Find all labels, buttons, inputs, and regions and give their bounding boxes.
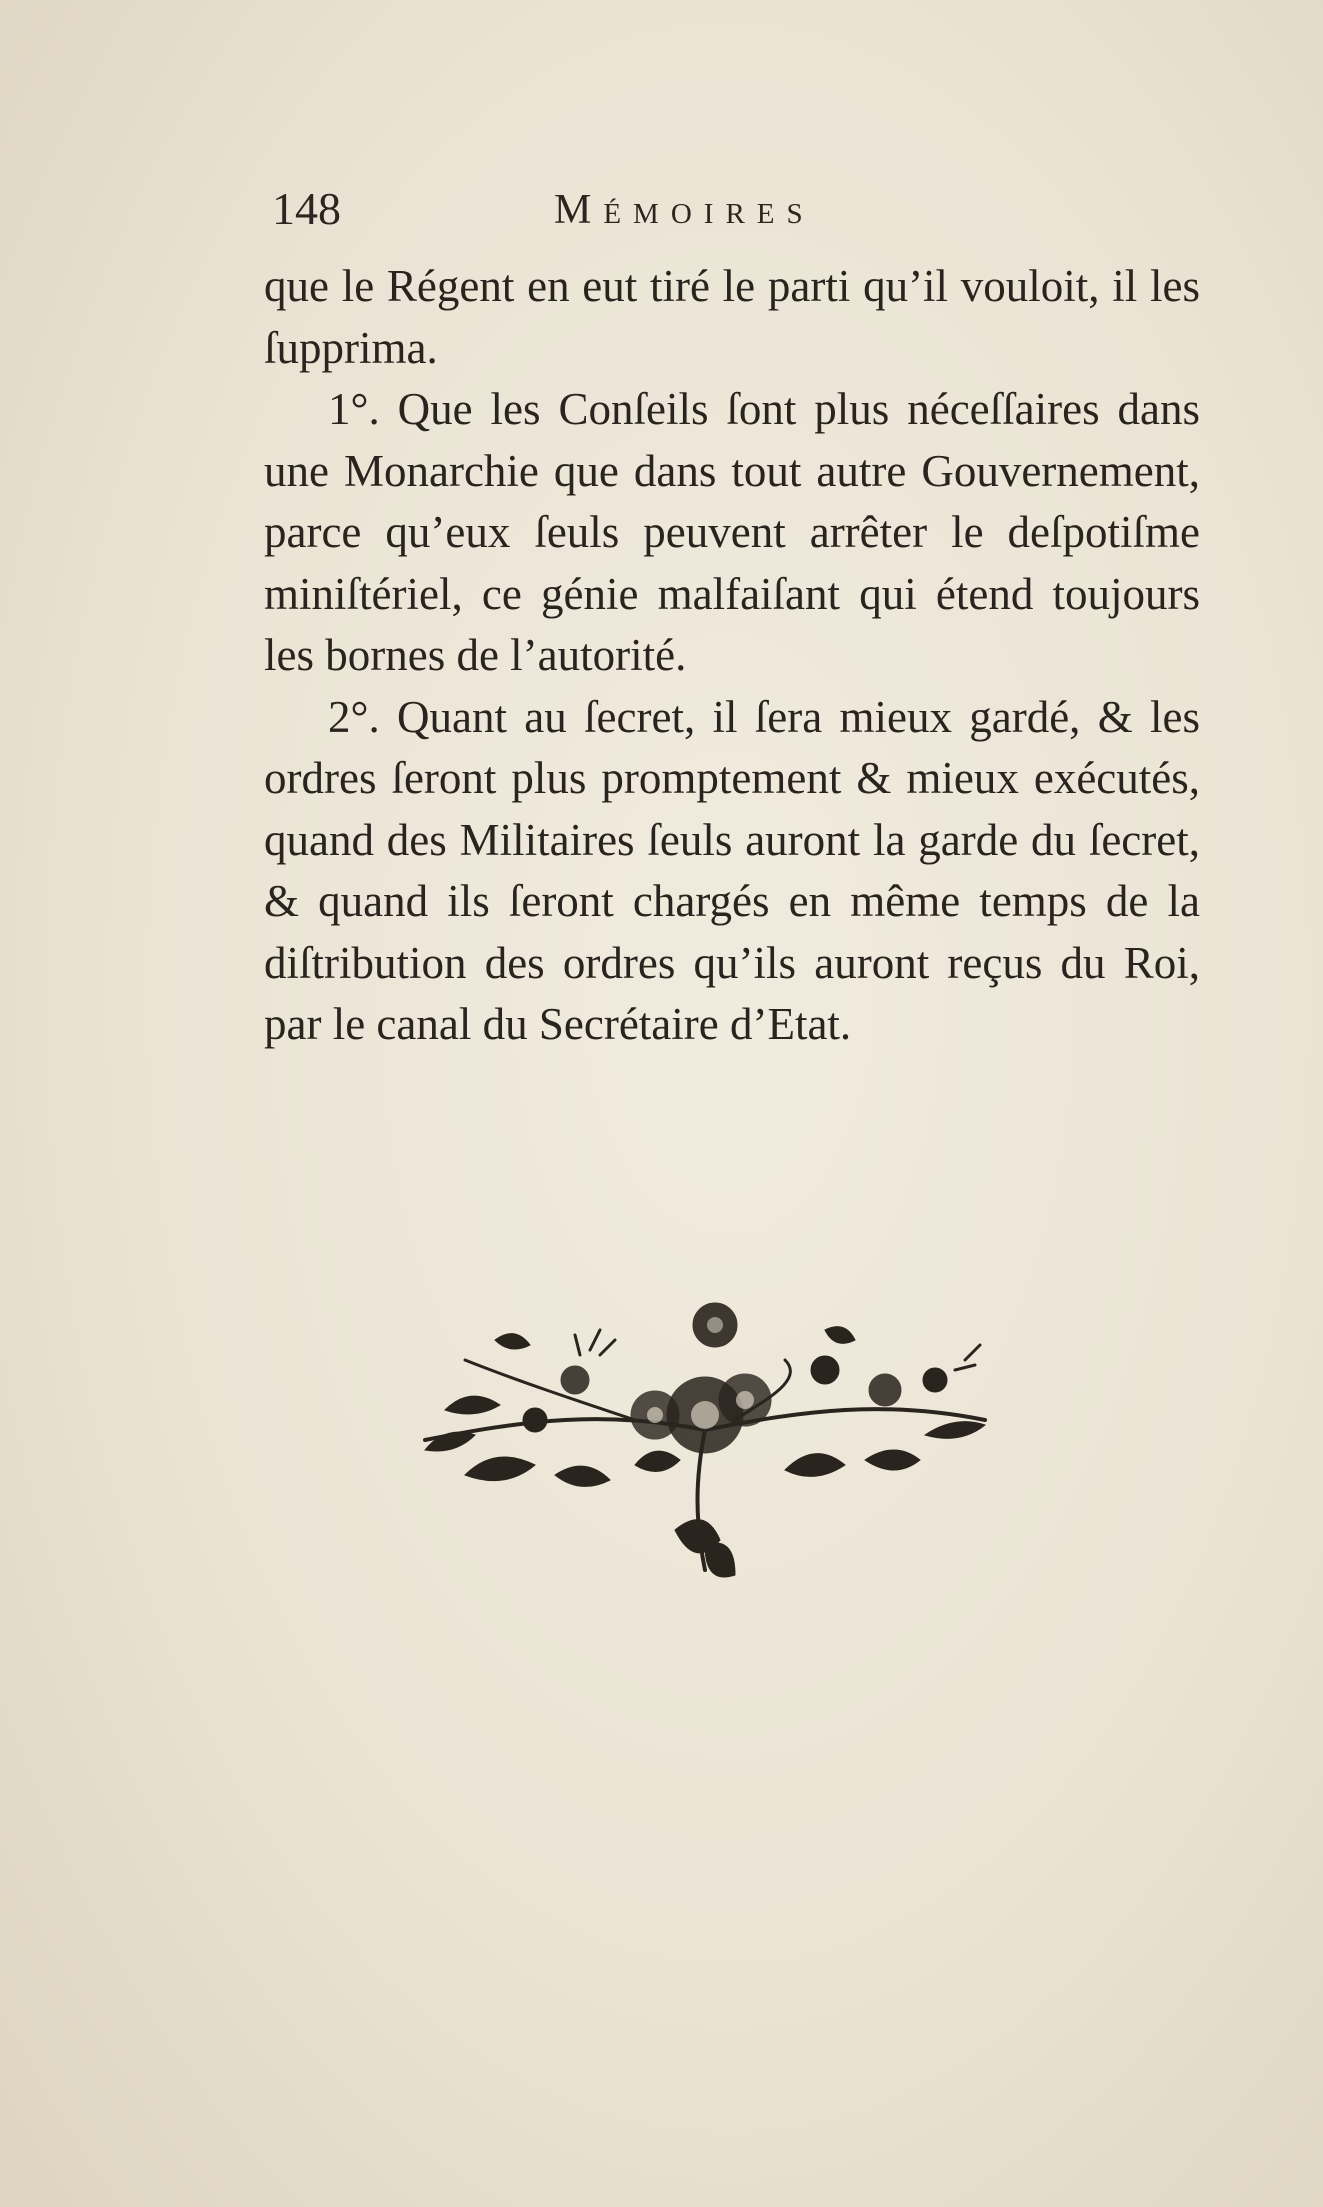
body-text xyxy=(264,256,1200,1056)
page-header xyxy=(272,182,952,242)
paragraph: que le Régent en eut tiré le parti qu’il vouloit, il les ſupprima. xyxy=(264,261,1200,373)
running-head: Mémoires xyxy=(554,187,815,233)
paragraph: 1°. Que les Conſeils ſont plus néceſſaires dans une Monarchie que dans tout autre Gouvernement, parce qu’eux ſeuls peuvent arrêter le deſpotiſme miniſtériel, ce génie malfaiſant qui étend toujours les bornes de l’autorité. xyxy=(264,384,1200,680)
floral-bouquet-icon xyxy=(405,1300,1005,1600)
paragraph: 2°. Quant au ſecret, il ſera mieux gardé, & les ordres ſeront plus promptement & mieux exécutés, quand des Militaires ſeuls auront la garde du ſecret, & quand ils ſeront chargés en même temps de la diſtribution des ordres qu’ils auront reçus du Roi, par le canal du Secrétaire d’Etat. xyxy=(264,691,1200,1049)
page-number: 148 xyxy=(272,183,341,234)
